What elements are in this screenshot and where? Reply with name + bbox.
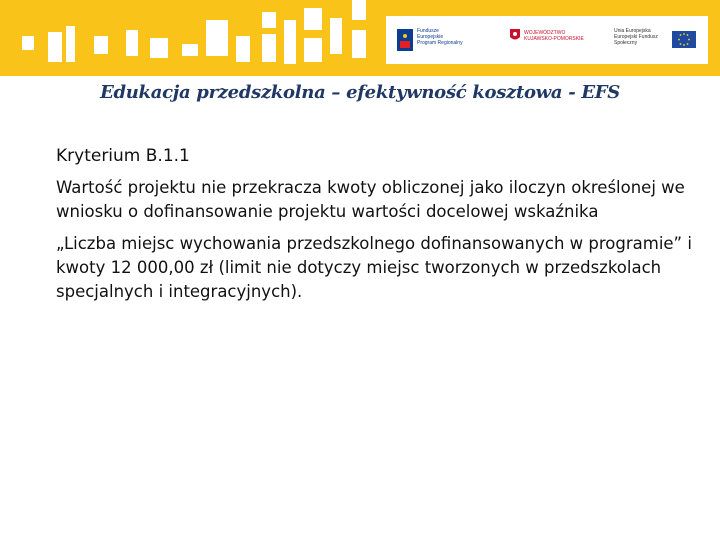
banner-block [304, 8, 322, 30]
wojewodztwo-logo [504, 16, 614, 64]
eu-logo-text: Unia Europejska Europejski Fundusz Społeczny [614, 28, 658, 46]
header-banner [0, 0, 720, 76]
banner-block [304, 38, 322, 62]
criterion-paragraph-2: „Liczba miejsc wychowania przedszkolnego dofinansowanych w programie” i kwoty 12 000,00 zł (limit nie dotyczy miejsc tworzonych w przedszkolach specjalnych i integracyjnych). [56, 234, 692, 301]
banner-block [352, 0, 366, 20]
slide-content [56, 144, 696, 312]
fundusze-europejskie-logo [386, 16, 486, 64]
banner-block [182, 44, 198, 56]
criterion-paragraph-1: Wartość projektu nie przekracza kwoty obliczonej jako iloczyn określonej we wniosku o dofinansowanie projektu wartości docelowej wskaźnika [56, 178, 685, 221]
slide-title: Edukacja przedszkolna – efektywność kosztowa - EFS [100, 82, 620, 103]
banner-block [66, 26, 75, 62]
eu-logo [614, 16, 708, 64]
banner-block [352, 30, 366, 58]
fundusze-logo-text: Fundusze Europejskie Program Regionalny [417, 28, 463, 46]
banner-block [22, 36, 34, 50]
banner-block [236, 36, 250, 62]
banner-block [150, 38, 168, 58]
banner-block [330, 18, 342, 54]
banner-block [206, 20, 228, 56]
eu-flag-icon [672, 31, 696, 48]
banner-block [48, 32, 62, 62]
criterion-heading: Kryterium B.1.1 [56, 146, 190, 166]
banner-block [126, 30, 138, 56]
fe-star-icon [397, 29, 413, 51]
coat-of-arms-icon [510, 29, 520, 42]
logo-strip [386, 16, 708, 64]
banner-block [94, 36, 108, 54]
banner-block [284, 20, 296, 64]
wojewodztwo-logo-text: WOJEWÓDZTWO KUJAWSKO-POMORSKIE [524, 30, 584, 42]
banner-block [262, 34, 276, 62]
banner-block [262, 12, 276, 28]
